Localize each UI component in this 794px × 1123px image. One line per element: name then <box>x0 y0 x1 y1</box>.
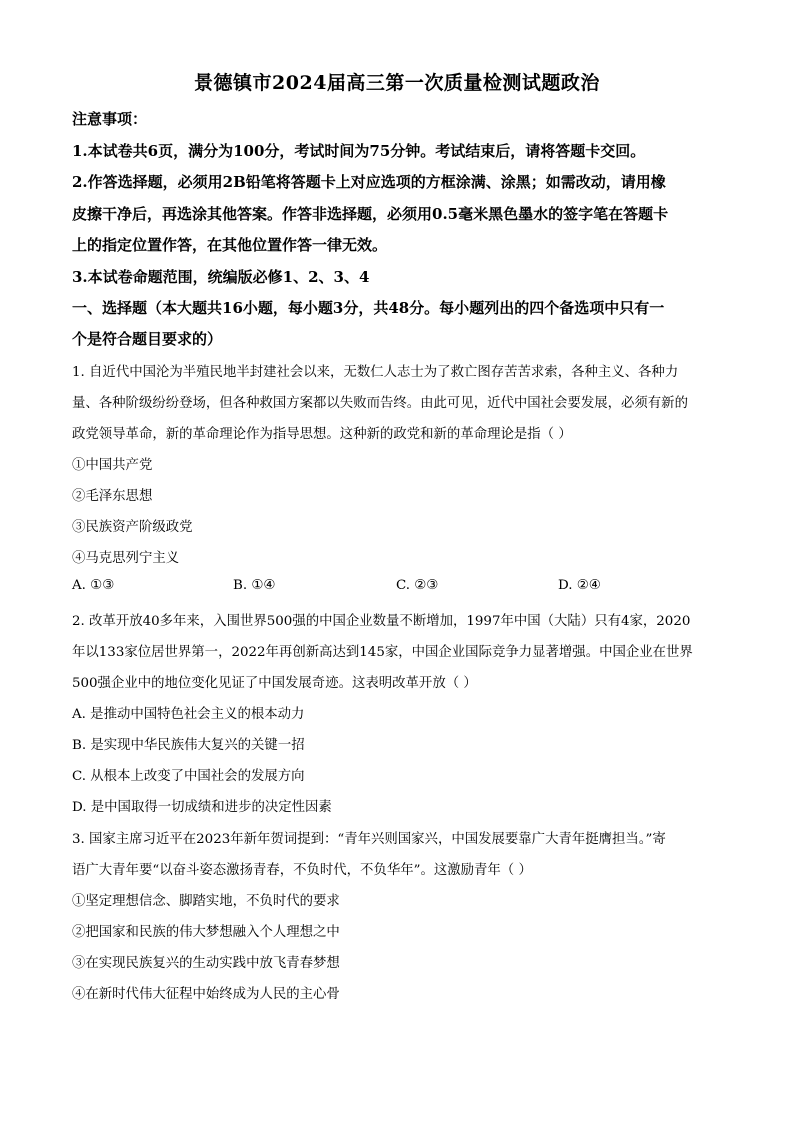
q3-stem: 语广大青年要“以奋斗姿态激扬青春，不负时代，不负华年”。这激励青年（ ） <box>72 863 532 878</box>
q3-item: ③在实现民族复兴的生动实践中放飞青春梦想 <box>72 956 340 971</box>
q1-item: ④马克思列宁主义 <box>72 551 180 566</box>
notice-line: 1.本试卷共6页，满分为100分，考试时间为75分钟。考试结束后，请将答题卡交回。 <box>72 142 646 160</box>
q1-stem: 政党领导革命，新的革命理论作为指导思想。这种新的政党和新的革命理论是指（ ） <box>72 427 572 442</box>
q1-stem: 1. 自近代中国沦为半殖民地半封建社会以来，无数仁人志士为了救亡图存苦苦求索，各种主义、各种力 <box>72 365 679 380</box>
q3-stem: 3. 国家主席习近平在2023年新年贺词提到：“青年兴则国家兴，中国发展要靠广大青年挺膺担当。”寄 <box>72 832 666 847</box>
q3-item: ②把国家和民族的伟大梦想融入个人理想之中 <box>72 925 340 940</box>
q1-option-c: C. ②③ <box>396 578 439 593</box>
exam-title: 景德镇市2024届高三第一次质量检测试题政治 <box>194 72 600 94</box>
section-heading-cont: 个是符合题目要求的） <box>72 330 223 348</box>
q1-option-a: A. ①③ <box>72 578 115 593</box>
notice-heading: 注意事项： <box>72 110 148 128</box>
q2-option-b: B. 是实现中华民族伟大复兴的关键一招 <box>72 738 305 753</box>
q2-stem: 500强企业中的地位变化见证了中国发展奇迹。这表明改革开放（ ） <box>72 676 477 691</box>
notice-line: 上的指定位置作答，在其他位置作答一律无效。 <box>72 236 388 254</box>
q3-item: ①坚定理想信念、脚踏实地，不负时代的要求 <box>72 894 340 909</box>
notice-line: 皮擦干净后，再选涂其他答案。作答非选择题，必须用0.5毫米黑色墨水的签字笔在答题卡 <box>72 205 669 223</box>
q2-option-d: D. 是中国取得一切成绩和进步的决定性因素 <box>72 800 332 815</box>
q1-stem: 量、各种阶级纷纷登场，但各种救国方案都以失败而告终。由此可见，近代中国社会要发展，必须有新的 <box>72 396 688 411</box>
q3-item: ④在新时代伟大征程中始终成为人民的主心骨 <box>72 987 340 1002</box>
q2-stem: 2. 改革开放40多年来，入围世界500强的中国企业数量不断增加，1997年中国（大陆）只有4家，2020 <box>72 614 691 629</box>
q1-option-b: B. ①④ <box>233 578 276 593</box>
section-heading: 一、选择题（本大题共16小题，每小题3分，共48分。每小题列出的四个备选项中只有一 <box>72 299 665 317</box>
q1-item: ②毛泽东思想 <box>72 489 153 504</box>
q1-item: ③民族资产阶级政党 <box>72 520 193 535</box>
q2-option-a: A. 是推动中国特色社会主义的根本动力 <box>72 707 305 722</box>
q1-option-d: D. ②④ <box>558 578 601 593</box>
q2-option-c: C. 从根本上改变了中国社会的发展方向 <box>72 769 305 784</box>
notice-line: 2.作答选择题，必须用2B铅笔将答题卡上对应选项的方框涂满、涂黑；如需改动，请用橡 <box>72 173 666 191</box>
q2-stem: 年以133家位居世界第一，2022年再创新高达到145家，中国企业国际竞争力显著增强。中国企业在世界 <box>72 645 693 660</box>
q1-item: ①中国共产党 <box>72 458 153 473</box>
notice-line: 3.本试卷命题范围，统编版必修1、2、3、4 <box>72 268 370 286</box>
